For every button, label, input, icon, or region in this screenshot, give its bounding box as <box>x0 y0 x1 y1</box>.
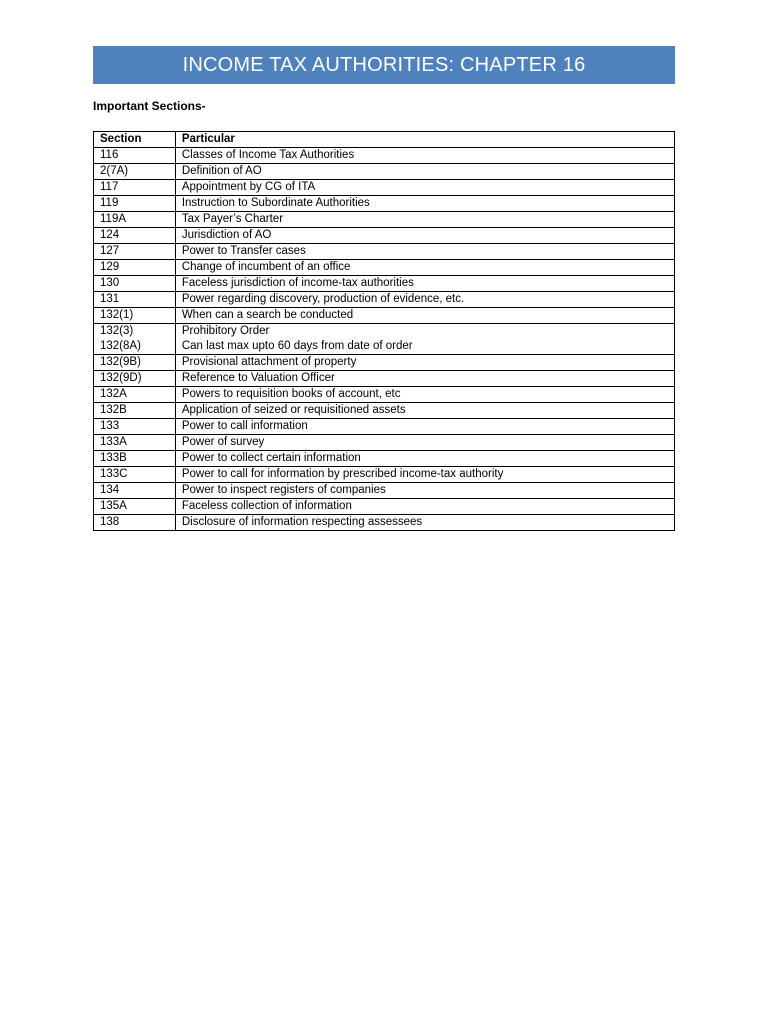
particular-cell: Power to Transfer cases <box>175 244 674 260</box>
section-cell: 130 <box>94 276 176 292</box>
table-row <box>94 419 675 435</box>
section-cell: 134 <box>94 483 176 499</box>
particular-cell: Power of survey <box>175 435 674 451</box>
section-cell: 133C <box>94 467 176 483</box>
table-row <box>94 371 675 387</box>
table-row <box>94 499 675 515</box>
table-row <box>94 467 675 483</box>
section-cell <box>94 324 176 355</box>
table-row <box>94 515 675 531</box>
section-cell: 119A <box>94 212 176 228</box>
particular-cell: Change of incumbent of an office <box>175 260 674 276</box>
particular-cell: Reference to Valuation Officer <box>175 371 674 387</box>
section-cell: 132B <box>94 403 176 419</box>
table-row <box>94 196 675 212</box>
section-cell: 138 <box>94 515 176 531</box>
section-cell: 132(9B) <box>94 355 176 371</box>
section-cell: 117 <box>94 180 176 196</box>
table-body <box>94 148 675 531</box>
particular-cell: Power regarding discovery, production of evidence, etc. <box>175 292 674 308</box>
section-cell: 119 <box>94 196 176 212</box>
column-header-particular: Particular <box>175 132 674 148</box>
section-line: 132(8A) <box>100 340 141 352</box>
table-header-row <box>94 132 675 148</box>
table-row <box>94 355 675 371</box>
section-cell: 131 <box>94 292 176 308</box>
particular-line: Prohibitory Order <box>181 325 270 337</box>
table-row <box>94 260 675 276</box>
particular-cell: Instruction to Subordinate Authorities <box>175 196 674 212</box>
section-cell: 133B <box>94 451 176 467</box>
column-header-section: Section <box>94 132 176 148</box>
particular-cell: Disclosure of information respecting assessees <box>175 515 674 531</box>
particular-cell: Classes of Income Tax Authorities <box>175 148 674 164</box>
table-row <box>94 148 675 164</box>
section-cell: 132(1) <box>94 308 176 324</box>
page-title: INCOME TAX AUTHORITIES: CHAPTER 16 <box>182 53 586 76</box>
subheading: Important Sections- <box>93 99 206 113</box>
table-row <box>94 292 675 308</box>
table-row <box>94 324 675 355</box>
particular-cell <box>175 324 674 355</box>
table-row <box>94 435 675 451</box>
table-row <box>94 451 675 467</box>
particular-cell: Power to collect certain information <box>175 451 674 467</box>
table-row <box>94 483 675 499</box>
table-row <box>94 276 675 292</box>
section-line: 132(3) <box>100 325 134 337</box>
section-cell: 124 <box>94 228 176 244</box>
particular-cell: Definition of AO <box>175 164 674 180</box>
section-cell: 135A <box>94 499 176 515</box>
title-banner <box>93 46 675 84</box>
table-row <box>94 244 675 260</box>
particular-cell: Application of seized or requisitioned assets <box>175 403 674 419</box>
sections-table <box>93 131 675 531</box>
particular-cell: Faceless collection of information <box>175 499 674 515</box>
particular-line: Can last max upto 60 days from date of order <box>181 340 413 352</box>
table-row <box>94 403 675 419</box>
section-cell: 132(9D) <box>94 371 176 387</box>
particular-cell: Powers to requisition books of account, etc <box>175 387 674 403</box>
section-cell: 132A <box>94 387 176 403</box>
section-cell: 133 <box>94 419 176 435</box>
particular-cell: Faceless jurisdiction of income-tax authorities <box>175 276 674 292</box>
particular-cell: Power to call information <box>175 419 674 435</box>
particular-cell: Power to inspect registers of companies <box>175 483 674 499</box>
particular-cell: Appointment by CG of ITA <box>175 180 674 196</box>
table-row <box>94 164 675 180</box>
section-cell: 133A <box>94 435 176 451</box>
particular-cell: Power to call for information by prescribed income-tax authority <box>175 467 674 483</box>
section-cell: 116 <box>94 148 176 164</box>
table-row <box>94 387 675 403</box>
particular-cell: Provisional attachment of property <box>175 355 674 371</box>
table-row <box>94 228 675 244</box>
table-row <box>94 212 675 228</box>
section-cell: 127 <box>94 244 176 260</box>
particular-cell: Jurisdiction of AO <box>175 228 674 244</box>
table-row <box>94 180 675 196</box>
section-cell: 2(7A) <box>94 164 176 180</box>
particular-cell: When can a search be conducted <box>175 308 674 324</box>
particular-cell: Tax Payer’s Charter <box>175 212 674 228</box>
section-cell: 129 <box>94 260 176 276</box>
table-row <box>94 308 675 324</box>
